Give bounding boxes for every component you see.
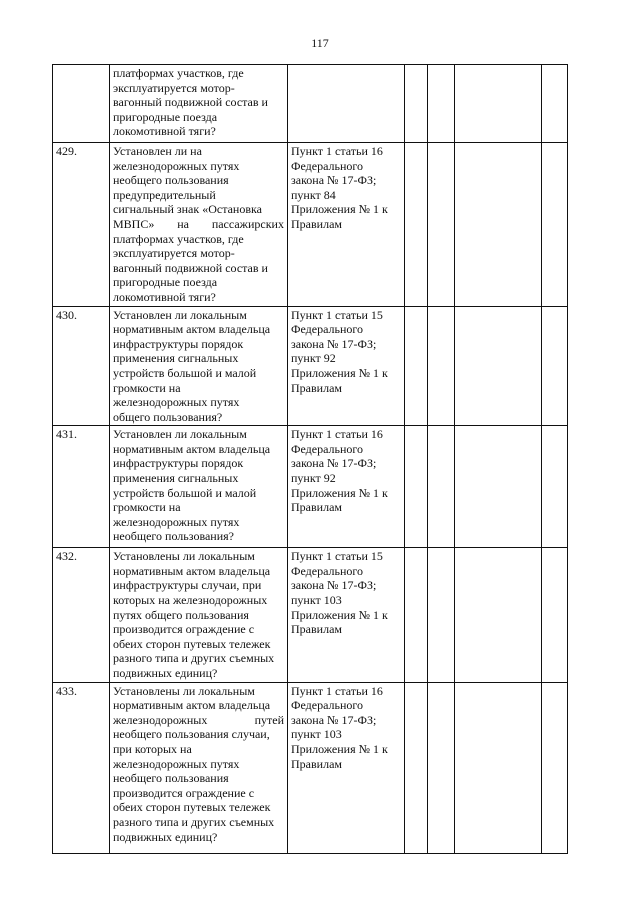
question-cell bbox=[110, 548, 288, 682]
note-cell bbox=[542, 65, 568, 143]
question-line: вагонный подвижной состав и bbox=[113, 260, 268, 275]
item-number: 431. bbox=[53, 426, 110, 548]
note-cell bbox=[542, 143, 568, 307]
question-cell bbox=[110, 65, 288, 143]
question-line: устройств большой и малой bbox=[113, 365, 257, 380]
item-number: 429. bbox=[53, 143, 110, 307]
answer-na-cell bbox=[455, 143, 542, 307]
question-line: МВПС» на пассажирских bbox=[113, 216, 284, 231]
question-line: железнодорожных путей bbox=[113, 712, 284, 727]
reference-line: Федерального bbox=[291, 158, 364, 173]
reference-line: пункт 92 bbox=[291, 351, 336, 366]
question-cell bbox=[110, 682, 288, 853]
question-line: производится ограждение с bbox=[113, 785, 255, 800]
answer-na-cell bbox=[455, 426, 542, 548]
reference-line: закона № 17-ФЗ; bbox=[291, 336, 377, 351]
question-line: эксплуатируется мотор- bbox=[113, 246, 235, 261]
reference-line: Федерального bbox=[291, 563, 364, 578]
reference-line: пункт 84 bbox=[291, 187, 336, 202]
legal-reference-cell bbox=[288, 682, 405, 853]
answer-na-cell bbox=[455, 306, 542, 426]
table-row bbox=[53, 426, 568, 548]
reference-line: Приложения № 1 к bbox=[291, 742, 388, 756]
question-line: подвижных единиц? bbox=[113, 829, 218, 844]
question-line: эксплуатируется мотор- bbox=[113, 80, 235, 95]
question-line: железнодорожных путях bbox=[113, 395, 240, 410]
question-line: разного типа и других съемных bbox=[113, 814, 275, 829]
item-number: 430. bbox=[53, 306, 110, 426]
question-line: вагонный подвижной состав и bbox=[113, 95, 268, 110]
table-row bbox=[53, 682, 568, 853]
question-line: громкости на bbox=[113, 500, 181, 515]
question-line: железнодорожных путях bbox=[113, 158, 240, 173]
answer-yes-cell bbox=[405, 306, 428, 426]
reference-line: Приложения № 1 к bbox=[291, 202, 388, 217]
note-cell bbox=[542, 306, 568, 426]
answer-no-cell bbox=[428, 548, 455, 682]
question-line: Установлены ли локальным bbox=[113, 549, 255, 564]
question-line: локомотивной тяги? bbox=[113, 124, 216, 139]
reference-line: Федерального bbox=[291, 698, 364, 713]
question-line: пригородные поезда bbox=[113, 109, 218, 124]
question-line: устройств большой и малой bbox=[113, 485, 257, 500]
question-line: Установлен ли локальным bbox=[113, 307, 247, 322]
item-number: 432. bbox=[53, 548, 110, 682]
legal-reference-cell bbox=[288, 65, 405, 143]
answer-yes-cell bbox=[405, 548, 428, 682]
legal-reference-cell bbox=[288, 548, 405, 682]
question-line: локомотивной тяги? bbox=[113, 289, 216, 304]
question-line: при которых на bbox=[113, 742, 192, 756]
question-line: необщего пользования случаи, bbox=[113, 727, 270, 742]
answer-yes-cell bbox=[405, 65, 428, 143]
reference-line: пункт 103 bbox=[291, 593, 342, 608]
question-line: подвижных единиц? bbox=[113, 666, 218, 681]
reference-line: Правилам bbox=[291, 622, 342, 637]
question-line: инфраструктуры порядок bbox=[113, 456, 244, 471]
table-row bbox=[53, 548, 568, 682]
item-number bbox=[53, 65, 110, 143]
question-line: обеих сторон путевых тележек bbox=[113, 800, 271, 815]
reference-line: Федерального bbox=[291, 441, 364, 456]
reference-line: закона № 17-ФЗ; bbox=[291, 712, 377, 727]
question-line: предупредительный bbox=[113, 187, 216, 202]
question-line: пригородные поезда bbox=[113, 275, 218, 290]
table-row bbox=[53, 306, 568, 426]
answer-no-cell bbox=[428, 143, 455, 307]
reference-line: закона № 17-ФЗ; bbox=[291, 578, 377, 593]
reference-line: Пункт 1 статьи 16 bbox=[291, 427, 383, 442]
page-number: 117 bbox=[311, 36, 329, 50]
reference-line: Приложения № 1 к bbox=[291, 485, 388, 500]
table-row bbox=[53, 143, 568, 307]
question-line: платформах участков, где bbox=[113, 66, 244, 80]
question-line: нормативным актом владельца bbox=[113, 441, 271, 456]
question-line: платформах участков, где bbox=[113, 231, 244, 246]
question-line: производится ограждение с bbox=[113, 622, 255, 637]
checklist-table bbox=[52, 64, 568, 854]
question-line: Установлен ли локальным bbox=[113, 427, 247, 442]
reference-line: Пункт 1 статьи 16 bbox=[291, 683, 383, 698]
reference-line: пункт 103 bbox=[291, 727, 342, 742]
answer-no-cell bbox=[428, 682, 455, 853]
answer-yes-cell bbox=[405, 143, 428, 307]
question-line: громкости на bbox=[113, 380, 181, 395]
note-cell bbox=[542, 426, 568, 548]
question-line: применения сигнальных bbox=[113, 351, 239, 366]
reference-line: Правилам bbox=[291, 756, 342, 771]
question-cell bbox=[110, 143, 288, 307]
answer-no-cell bbox=[428, 426, 455, 548]
reference-line: Правилам bbox=[291, 380, 342, 395]
question-cell bbox=[110, 426, 288, 548]
table-row bbox=[53, 65, 568, 143]
question-line: железнодорожных путях bbox=[113, 514, 240, 529]
question-cell bbox=[110, 306, 288, 426]
question-line: Установлены ли локальным bbox=[113, 683, 255, 698]
answer-na-cell bbox=[455, 548, 542, 682]
question-line: которых на железнодорожных bbox=[113, 593, 268, 608]
legal-reference-cell bbox=[288, 306, 405, 426]
question-line: Установлен ли на bbox=[113, 144, 202, 158]
question-line: инфраструктуры случаи, при bbox=[113, 578, 262, 593]
question-line: путях общего пользования bbox=[113, 607, 249, 622]
question-line: применения сигнальных bbox=[113, 471, 239, 486]
reference-line: Правилам bbox=[291, 216, 342, 231]
answer-na-cell bbox=[455, 682, 542, 853]
reference-line: Правилам bbox=[291, 500, 342, 515]
answer-yes-cell bbox=[405, 682, 428, 853]
question-line: общего пользования? bbox=[113, 409, 223, 424]
reference-line: Пункт 1 статьи 16 bbox=[291, 144, 383, 158]
question-line: разного типа и других съемных bbox=[113, 651, 275, 666]
reference-line: Приложения № 1 к bbox=[291, 607, 388, 622]
legal-reference-cell bbox=[288, 426, 405, 548]
question-line: необщего пользования bbox=[113, 173, 229, 188]
question-line: железнодорожных путях bbox=[113, 756, 240, 771]
legal-reference-cell bbox=[288, 143, 405, 307]
question-line: инфраструктуры порядок bbox=[113, 336, 244, 351]
note-cell bbox=[542, 548, 568, 682]
reference-line: закона № 17-ФЗ; bbox=[291, 173, 377, 188]
reference-line: Пункт 1 статьи 15 bbox=[291, 549, 383, 564]
answer-yes-cell bbox=[405, 426, 428, 548]
question-line: обеих сторон путевых тележек bbox=[113, 636, 271, 651]
item-number: 433. bbox=[53, 682, 110, 853]
answer-no-cell bbox=[428, 306, 455, 426]
question-line: нормативным актом владельца bbox=[113, 563, 271, 578]
reference-line: Приложения № 1 к bbox=[291, 365, 388, 380]
reference-line: закона № 17-ФЗ; bbox=[291, 456, 377, 471]
reference-line: Федерального bbox=[291, 322, 364, 337]
reference-line: пункт 92 bbox=[291, 471, 336, 486]
note-cell bbox=[542, 682, 568, 853]
question-line: необщего пользования? bbox=[113, 529, 234, 544]
reference-line: Пункт 1 статьи 15 bbox=[291, 307, 383, 322]
answer-no-cell bbox=[428, 65, 455, 143]
question-line: необщего пользования bbox=[113, 771, 229, 786]
question-line: нормативным актом владельца bbox=[113, 322, 271, 337]
question-line: сигнальный знак «Остановка bbox=[113, 202, 262, 217]
answer-na-cell bbox=[455, 65, 542, 143]
question-line: нормативным актом владельца bbox=[113, 698, 271, 713]
